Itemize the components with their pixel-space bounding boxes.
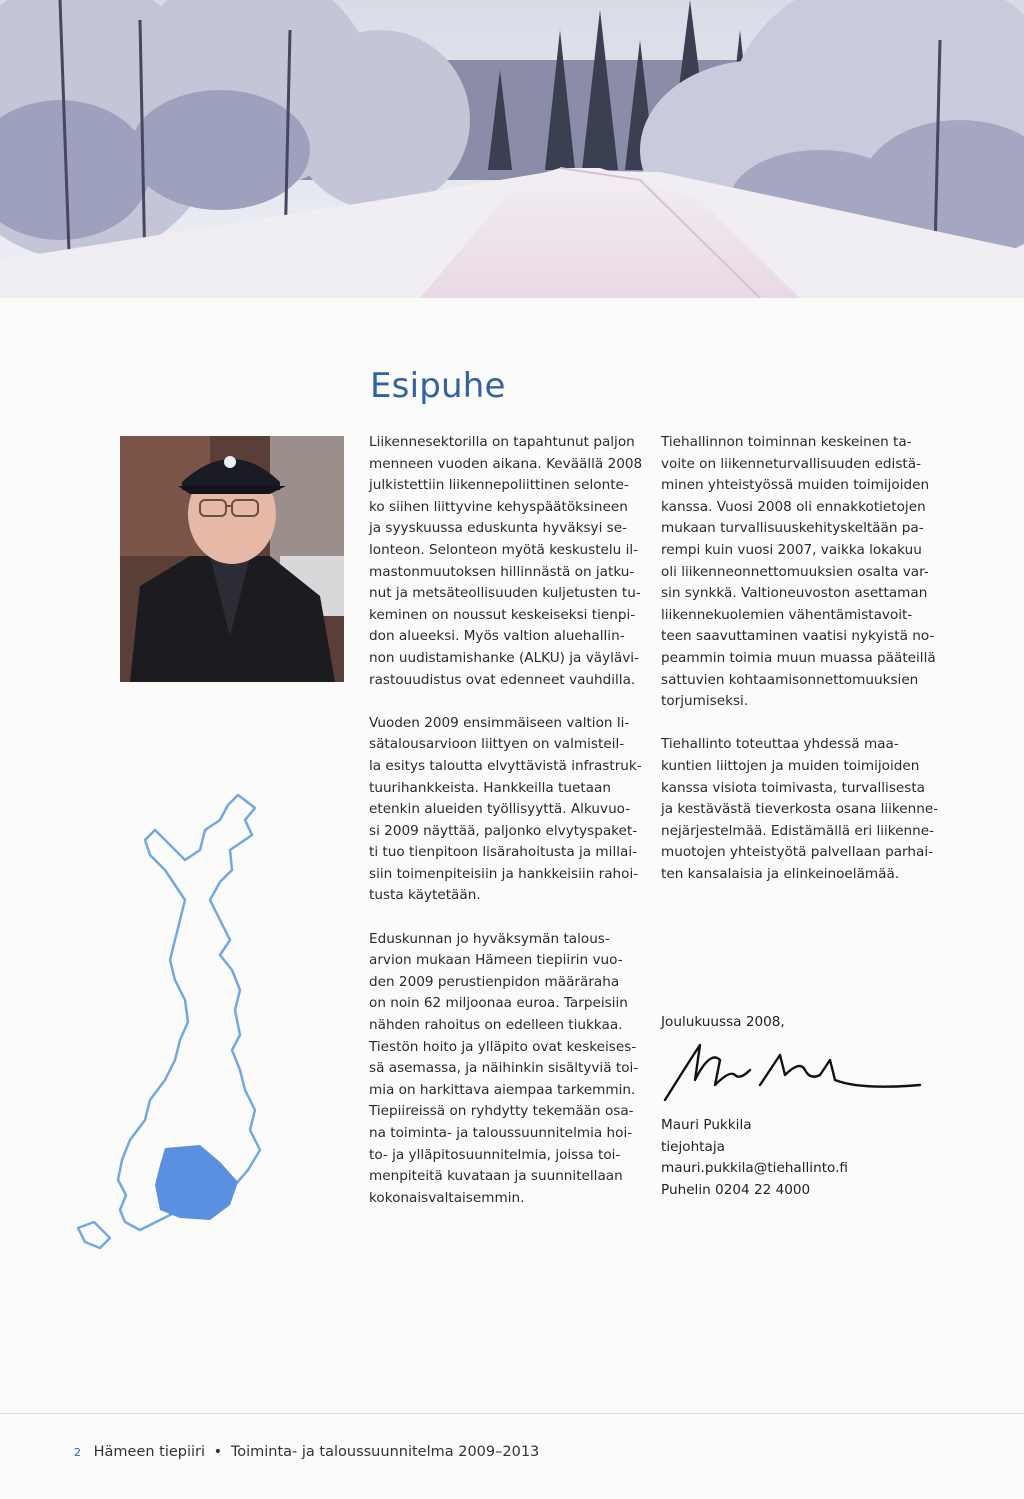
page-title: Esipuhe [370, 366, 506, 406]
footer-bullet: • [213, 1444, 223, 1460]
text-line: menpiteitä kuvataan ja suunnitellaan [369, 1168, 623, 1185]
text-line: den 2009 perustienpidon määräraha [369, 973, 620, 990]
text-line: mastonmuutoksen hillinnästä on jatku- [369, 563, 635, 580]
text-line: on noin 62 miljoonaa euroa. Tarpeisiin [369, 995, 628, 1012]
hame-region [155, 1145, 238, 1220]
paragraph [661, 734, 943, 885]
paragraph [369, 432, 649, 691]
portrait-photo [120, 436, 344, 682]
text-line: sätalousarvioon liittyen on valmisteil- [369, 736, 625, 753]
text-line: ja kestävästä tieverkosta osana liikenne- [661, 801, 939, 818]
text-line: sä asemassa, ja näihinkin sisältyviä toi- [369, 1060, 639, 1077]
text-line: Tiehallinnon toiminnan keskeinen ta- [661, 434, 912, 450]
text-line: menneen vuoden aikana. Keväällä 2008 [369, 455, 643, 472]
handwritten-signature [660, 1040, 930, 1114]
text-line: don alueeksi. Myös valtion aluehallin- [369, 628, 625, 645]
text-line: sin synkkä. Valtioneuvoston asettaman [661, 585, 928, 602]
signer-name: Mauri Pukkila [661, 1117, 752, 1133]
text-line: julkistettiin liikennepoliittinen selonte- [369, 477, 629, 494]
text-line: kuntien liittojen ja muiden toimijoiden [661, 757, 920, 774]
contact-block [661, 1115, 848, 1201]
text-line: tusta käytetään. [369, 887, 481, 904]
text-line: la esitys taloutta elvyttävistä infrastruk- [369, 757, 642, 774]
text-line: siin toimenpiteisiin ja hankkeisiin rahoi- [369, 865, 639, 882]
text-line: liikennekuolemien vähentämistavoit- [661, 606, 913, 623]
page-footer [74, 1444, 539, 1460]
text-line: etenkin alueiden työllisyyttä. Alkuvuo- [369, 801, 631, 818]
text-line: voite on liikenneturvallisuuden edistä- [661, 455, 921, 472]
footer-doc-title: Toiminta- ja taloussuunnitelma 2009–2013 [230, 1444, 540, 1460]
signer-email[interactable]: mauri.pukkila@tiehallinto.fi [661, 1160, 848, 1177]
text-line: ti tuo tienpitoon lisärahoitusta ja millai- [369, 844, 638, 861]
text-line: Vuoden 2009 ensimmäiseen valtion li- [369, 714, 630, 731]
page-number: 2 [74, 1446, 81, 1459]
text-line: peammin toimia muun muassa pääteillä [661, 649, 936, 666]
finland-map-icon [70, 790, 270, 1264]
text-line: rempi kuin vuosi 2007, vaikka lokakuu [661, 541, 922, 558]
text-line: muotojen yhteistyötä palvellaan parhai- [661, 844, 934, 861]
text-line: arvion mukaan Hämeen tiepiirin vuo- [369, 952, 623, 969]
text-line: ja syyskuussa eduskunta hyväksyi se- [369, 520, 628, 537]
text-line: kanssa. Vuosi 2008 oli ennakkotietojen [661, 498, 926, 515]
footer-org: Hämeen tiepiiri [93, 1444, 206, 1460]
text-line: to- ja ylläpitosuunnitelmia, joissa toi- [369, 1146, 621, 1163]
text-line: lonteon. Selonteon myötä keskustelu il- [369, 541, 639, 558]
text-line: minen yhteistyössä muiden toimijoiden [661, 477, 930, 494]
text-line: mia on harkittava aiempaa tarkemmin. [369, 1081, 636, 1098]
signature-date: Joulukuussa 2008, [661, 1014, 785, 1030]
text-line: si 2009 näyttää, paljonko elvytyspaket- [369, 822, 638, 839]
text-line: ko siihen liittyvine kehyspäätöksineen [369, 498, 628, 515]
text-line: torjumiseksi. [661, 693, 749, 710]
text-line: nejärjestelmää. Edistämällä eri liikenne- [661, 822, 935, 839]
text-line: mukaan turvallisuuskehityskeltään pa- [661, 520, 924, 537]
paragraph [369, 929, 649, 1210]
winter-road-photo [0, 0, 1024, 298]
text-line: Tiepiireissä on ryhdytty tekemään osa- [369, 1103, 634, 1120]
text-line: non uudistamishanke (ALKU) ja väylävi- [369, 649, 639, 666]
text-line: Tiehallinto toteuttaa yhdessä maa- [661, 736, 899, 753]
text-line: tuurihankkeista. Hankkeilla tuetaan [369, 779, 611, 796]
text-line: oli liikenneonnettomuuksien osalta var- [661, 563, 929, 580]
text-line: kanssa visiota toimivasta, turvallisesta [661, 779, 926, 796]
text-line: Tiestön hoito ja ylläpito ovat keskeises- [369, 1038, 637, 1055]
text-line: keminen on noussut keskeiseksi tienpi- [369, 606, 636, 623]
body-column-2 [661, 432, 943, 885]
text-line: nähden rahoitus on edelleen tiukkaa. [369, 1017, 623, 1034]
text-line: na toiminta- ja taloussuunnitelmia hoi- [369, 1125, 633, 1141]
text-line: kokonaisvaltaisemmin. [369, 1189, 525, 1206]
text-line: Liikennesektorilla on tapahtunut paljon [369, 434, 635, 450]
text-line: ten kansalaisia ja elinkeinoelämää. [661, 865, 900, 882]
signer-phone: Puhelin 0204 22 4000 [661, 1181, 811, 1198]
text-line: rastouudistus ovat edenneet vauhdilla. [369, 671, 636, 688]
text-line: nut ja metsäteollisuuden kuljetusten tu- [369, 585, 641, 602]
paragraph [369, 713, 649, 907]
paragraph [661, 432, 943, 713]
text-line: sattuvien kohtaamisonnettomuuksien [661, 671, 919, 688]
footer-divider [0, 1413, 1024, 1414]
text-line: teen saavuttaminen vaatisi nykyistä no- [661, 628, 935, 645]
signer-role: tiejohtaja [661, 1138, 725, 1155]
text-line: Eduskunnan jo hyväksymän talous- [369, 930, 610, 947]
body-column-1 [369, 432, 649, 1209]
